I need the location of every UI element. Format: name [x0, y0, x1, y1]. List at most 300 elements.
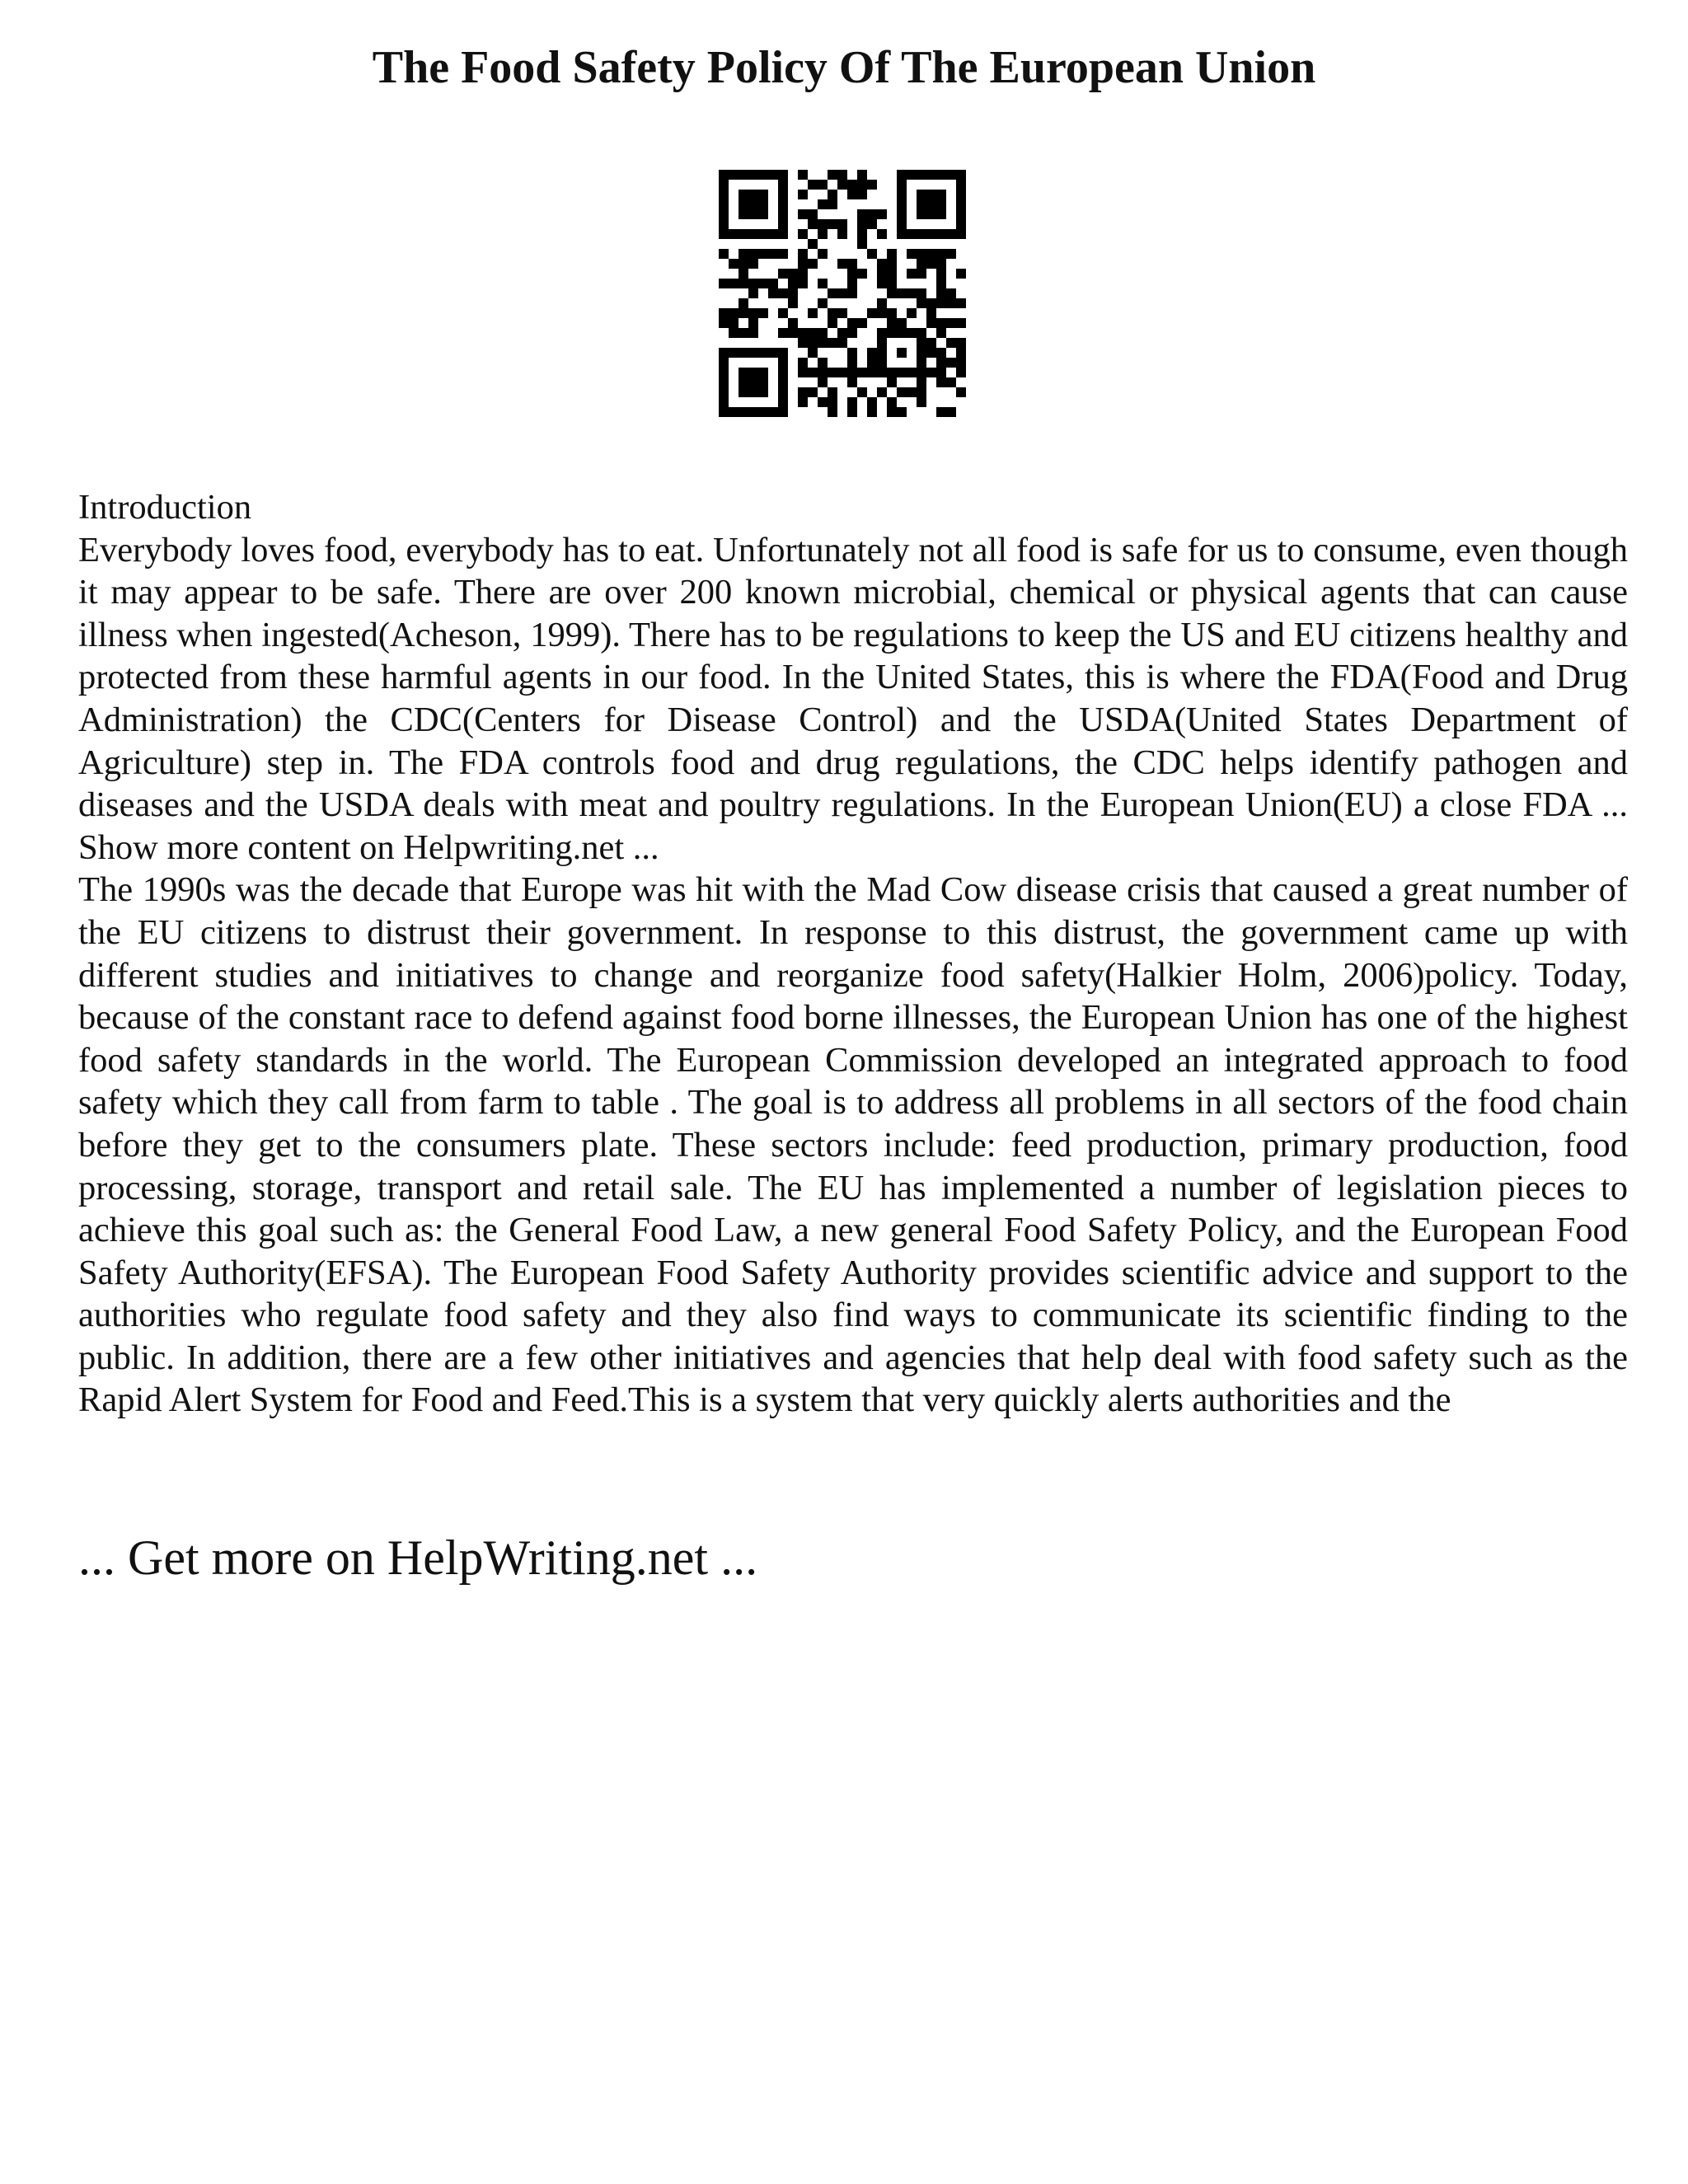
qr-module — [936, 229, 946, 239]
qr-module — [738, 269, 748, 279]
qr-module — [778, 229, 788, 239]
qr-module — [768, 348, 778, 358]
qr-module — [946, 407, 956, 417]
qr-module — [778, 180, 788, 190]
qr-module — [758, 377, 768, 387]
qr-module — [857, 219, 867, 229]
qr-module — [917, 328, 926, 338]
qr-module — [729, 328, 738, 338]
qr-module — [788, 298, 798, 308]
qr-module — [828, 368, 837, 377]
qr-module — [946, 377, 956, 387]
qr-module — [887, 308, 897, 318]
qr-module — [956, 338, 966, 348]
qr-module — [719, 368, 729, 377]
qr-module — [818, 377, 828, 387]
qr-module — [956, 298, 966, 308]
qr-module — [818, 249, 828, 259]
qr-module — [926, 298, 936, 308]
qr-module — [917, 368, 926, 377]
qr-module — [719, 397, 729, 407]
qr-module — [917, 259, 926, 269]
qr-module — [847, 180, 857, 190]
qr-module — [719, 209, 729, 219]
qr-module — [729, 407, 738, 417]
qr-module — [897, 288, 907, 298]
qr-module — [946, 318, 956, 328]
qr-module — [758, 190, 768, 199]
qr-module — [748, 328, 758, 338]
qr-module — [778, 170, 788, 180]
qr-module — [798, 279, 808, 288]
qr-module — [917, 377, 926, 387]
qr-module — [847, 358, 857, 368]
qr-module — [917, 269, 926, 279]
qr-module — [897, 170, 907, 180]
qr-module — [907, 328, 917, 338]
qr-module — [917, 387, 926, 397]
qr-module — [748, 199, 758, 209]
qr-module — [748, 229, 758, 239]
qr-module — [877, 269, 887, 279]
qr-module — [897, 180, 907, 190]
qr-module — [798, 328, 808, 338]
qr-module — [778, 308, 788, 318]
qr-module — [808, 180, 818, 190]
qr-module — [887, 269, 897, 279]
qr-module — [758, 368, 768, 377]
qr-module — [719, 190, 729, 199]
qr-module — [936, 288, 946, 298]
qr-module — [936, 328, 946, 338]
qr-module — [887, 397, 897, 407]
qr-module — [748, 348, 758, 358]
qr-module — [768, 229, 778, 239]
qr-module — [748, 209, 758, 219]
qr-module — [828, 407, 837, 417]
qr-module — [877, 348, 887, 358]
qr-module — [778, 249, 788, 259]
qr-module — [857, 180, 867, 190]
qr-module — [877, 358, 887, 368]
qr-module — [847, 279, 857, 288]
qr-module — [808, 209, 818, 219]
qr-module — [818, 298, 828, 308]
qr-module — [936, 279, 946, 288]
qr-module — [828, 170, 837, 180]
qr-module — [818, 180, 828, 190]
qr-module — [926, 199, 936, 209]
qr-module — [748, 259, 758, 269]
qr-module — [917, 397, 926, 407]
qr-module — [897, 318, 907, 328]
qr-module — [798, 269, 808, 279]
qr-module — [857, 190, 867, 199]
qr-module — [897, 219, 907, 229]
qr-module — [897, 190, 907, 199]
qr-module — [729, 318, 738, 328]
qr-module — [748, 377, 758, 387]
qr-module — [956, 190, 966, 199]
qr-module — [926, 249, 936, 259]
qr-module — [917, 249, 926, 259]
qr-module — [748, 407, 758, 417]
qr-module — [778, 269, 788, 279]
qr-module — [748, 308, 758, 318]
qr-module — [738, 387, 748, 397]
qr-module — [907, 229, 917, 239]
qr-module — [956, 229, 966, 239]
qr-module — [936, 269, 946, 279]
qr-module — [828, 199, 837, 209]
qr-module — [907, 269, 917, 279]
qr-module — [897, 328, 907, 338]
qr-module — [936, 259, 946, 269]
qr-module — [917, 288, 926, 298]
qr-module — [847, 368, 857, 377]
qr-module — [887, 368, 897, 377]
qr-module — [847, 269, 857, 279]
qr-module — [907, 308, 917, 318]
qr-module — [946, 170, 956, 180]
qr-module — [748, 249, 758, 259]
qr-module — [857, 387, 867, 397]
qr-module — [738, 279, 748, 288]
qr-module — [946, 298, 956, 308]
qr-module — [867, 180, 877, 190]
qr-module — [887, 407, 897, 417]
qr-module — [867, 368, 877, 377]
qr-module — [956, 318, 966, 328]
qr-module — [936, 190, 946, 199]
qr-module — [818, 229, 828, 239]
paragraph-mad-cow: The 1990s was the decade that Europe was hit with the Mad Cow disease crisis that caused a great number of the EU citizens to distrust their government. In response to this distrust, the government came up with different studies and initiatives to change and reorganize food safety(Halkier Holm, 2006)policy. Today, because of the constant race to defend against food borne illnesses, the European Union has one of the highest food safety standards in the world. The European Commission developed an integrated approach to food safety which they call from farm to table . The goal is to address all problems in all sectors of the food chain before they get to the consumers plate. These sectors include: feed production, primary production, food processing, storage, transport and retail sale. The EU has implemented a number of legislation pieces to achieve this goal such as: the General Food Law, a new general Food Safety Policy, and the European Food Safety Authority(EFSA). The European Food Safety Authority provides scientific advice and support to the authorities who regulate food safety and they also find ways to communicate its scientific finding to the public. In addition, there are a few other initiatives and agencies that help deal with food safety such as the Rapid Alert System for Food and Feed.This is a system that very quickly alerts authorities and the — [78, 870, 1628, 1420]
qr-module — [778, 377, 788, 387]
qr-module — [946, 338, 956, 348]
qr-module — [818, 219, 828, 229]
qr-module — [936, 209, 946, 219]
qr-module — [758, 279, 768, 288]
qr-module — [748, 279, 758, 288]
qr-module — [857, 269, 867, 279]
qr-module — [808, 328, 818, 338]
qr-module — [808, 348, 818, 358]
qr-module — [818, 279, 828, 288]
qr-module — [818, 338, 828, 348]
qr-module — [719, 308, 729, 318]
qr-module — [926, 259, 936, 269]
qr-module — [837, 229, 847, 239]
section-heading-introduction: Introduction — [78, 488, 252, 527]
qr-module — [847, 190, 857, 199]
qr-module — [818, 358, 828, 368]
qr-module — [729, 308, 738, 318]
qr-module — [719, 180, 729, 190]
qr-module — [798, 387, 808, 397]
qr-module — [917, 209, 926, 219]
qr-module — [887, 249, 897, 259]
qr-module — [847, 397, 857, 407]
qr-module — [798, 368, 808, 377]
qr-module — [877, 209, 887, 219]
qr-module — [758, 229, 768, 239]
qr-module — [778, 219, 788, 229]
qr-module — [738, 259, 748, 269]
qr-module — [748, 170, 758, 180]
qr-module — [738, 199, 748, 209]
qr-module — [768, 288, 778, 298]
qr-module — [956, 387, 966, 397]
qr-module — [738, 170, 748, 180]
qr-module — [926, 190, 936, 199]
qr-module — [837, 170, 847, 180]
qr-module — [798, 209, 808, 219]
qr-module — [719, 407, 729, 417]
qr-module — [907, 288, 917, 298]
qr-module — [877, 229, 887, 239]
qr-module — [798, 259, 808, 269]
qr-module — [778, 387, 788, 397]
paragraph-intro: Everybody loves food, everybody has to eat. Unfortunately not all food is safe for us to consume, even though it may appear to be safe. There are over 200 known microbial, chemical or physical agents that can cause illness when ingested(Acheson, 1999). There has to be regulations to keep the US and EU citizens healthy and protected from these harmful agents in our food. In the United States, this is where the FDA(Food and Drug Administration) the CDC(Centers for Disease Control) and the USDA(United States Department of Agriculture) step in. The FDA controls food and drug regulations, the CDC helps identify pathogen and diseases and the USDA deals with meat and poultry regulations. In the European Union(EU) a close FDA ... Show more content on Helpwriting.net ... — [78, 530, 1628, 867]
qr-module — [877, 298, 887, 308]
qr-module — [778, 190, 788, 199]
qr-module — [847, 328, 857, 338]
qr-module — [828, 288, 837, 298]
qr-module — [837, 259, 847, 269]
qr-module — [877, 279, 887, 288]
qr-module — [926, 338, 936, 348]
qr-module — [847, 259, 857, 269]
qr-module — [956, 180, 966, 190]
qr-module — [877, 387, 887, 397]
qr-module — [837, 368, 847, 377]
qr-module — [877, 259, 887, 269]
qr-module — [887, 259, 897, 269]
qr-module — [926, 308, 936, 318]
qr-module — [917, 199, 926, 209]
qr-module — [818, 397, 828, 407]
qr-module — [719, 229, 729, 239]
qr-module — [897, 387, 907, 397]
qr-module — [926, 170, 936, 180]
qr-module — [768, 407, 778, 417]
qr-module — [738, 298, 748, 308]
qr-module — [887, 328, 897, 338]
qr-module — [887, 279, 897, 288]
qr-module — [798, 229, 808, 239]
qr-module — [719, 249, 729, 259]
qr-module — [897, 348, 907, 358]
qr-module — [867, 397, 877, 407]
qr-module — [738, 209, 748, 219]
qr-module — [956, 199, 966, 209]
qr-module — [828, 308, 837, 318]
qr-module — [828, 338, 837, 348]
qr-module — [729, 259, 738, 269]
qr-module — [738, 229, 748, 239]
qr-module — [867, 209, 877, 219]
qr-module — [808, 219, 818, 229]
qr-module — [847, 377, 857, 387]
qr-module — [778, 199, 788, 209]
qr-module — [956, 358, 966, 368]
qr-module — [857, 318, 867, 328]
qr-module — [758, 348, 768, 358]
qr-module — [828, 219, 837, 229]
qr-module — [857, 229, 867, 239]
qr-module — [778, 397, 788, 407]
qr-module — [748, 190, 758, 199]
qr-module — [719, 279, 729, 288]
qr-module — [758, 249, 768, 259]
qr-module — [719, 358, 729, 368]
qr-module — [758, 199, 768, 209]
qr-module — [867, 348, 877, 358]
qr-module — [738, 328, 748, 338]
qr-module — [926, 318, 936, 328]
qr-module — [808, 308, 818, 318]
qr-module — [917, 229, 926, 239]
qr-module — [877, 338, 887, 348]
qr-module — [738, 348, 748, 358]
qr-module — [897, 209, 907, 219]
qr-module — [936, 368, 946, 377]
qr-module — [828, 190, 837, 199]
qr-module — [778, 358, 788, 368]
qr-module — [946, 229, 956, 239]
qr-module — [768, 279, 778, 288]
qr-module — [788, 328, 798, 338]
qr-module — [719, 170, 729, 180]
qr-module — [837, 180, 847, 190]
qr-module — [917, 170, 926, 180]
qr-module — [936, 407, 946, 417]
qr-module — [936, 249, 946, 259]
qr-module — [788, 288, 798, 298]
qr-module — [936, 199, 946, 209]
get-more-link[interactable]: ... Get more on HelpWriting.net ... — [78, 1530, 758, 1585]
qr-module — [926, 348, 936, 358]
qr-module — [738, 308, 748, 318]
qr-module — [778, 407, 788, 417]
qr-module — [907, 368, 917, 377]
qr-module — [758, 209, 768, 219]
qr-module — [917, 298, 926, 308]
qr-module — [857, 368, 867, 377]
qr-module — [778, 209, 788, 219]
qr-code-icon — [719, 170, 966, 417]
qr-module — [719, 387, 729, 397]
qr-module — [917, 190, 926, 199]
qr-module — [837, 338, 847, 348]
qr-module — [847, 348, 857, 358]
qr-module — [956, 170, 966, 180]
qr-module — [729, 279, 738, 288]
qr-module — [867, 407, 877, 417]
document-title: The Food Safety Policy Of The European Union — [372, 42, 1316, 93]
qr-module — [847, 407, 857, 417]
qr-module — [956, 219, 966, 229]
qr-module — [887, 318, 897, 328]
qr-module — [877, 368, 887, 377]
qr-module — [798, 249, 808, 259]
qr-module — [936, 298, 946, 308]
qr-module — [917, 348, 926, 358]
qr-module — [778, 368, 788, 377]
qr-module — [867, 249, 877, 259]
qr-module — [857, 209, 867, 219]
qr-module — [758, 308, 768, 318]
qr-module — [956, 368, 966, 377]
qr-module — [837, 308, 847, 318]
qr-module — [926, 368, 936, 377]
qr-module — [748, 318, 758, 328]
qr-module — [946, 288, 956, 298]
qr-module — [837, 219, 847, 229]
qr-module — [887, 377, 897, 387]
qr-module — [917, 338, 926, 348]
qr-module — [857, 239, 867, 249]
qr-module — [748, 368, 758, 377]
qr-module — [719, 219, 729, 229]
qr-module — [729, 229, 738, 239]
qr-module — [818, 328, 828, 338]
qr-module — [738, 368, 748, 377]
qr-module — [808, 259, 818, 269]
qr-module — [897, 368, 907, 377]
qr-module — [926, 209, 936, 219]
qr-module — [798, 397, 808, 407]
qr-module — [936, 318, 946, 328]
qr-module — [778, 328, 788, 338]
qr-module — [946, 249, 956, 259]
qr-module — [748, 387, 758, 397]
qr-module — [768, 249, 778, 259]
qr-module — [936, 170, 946, 180]
qr-module — [907, 170, 917, 180]
qr-module — [926, 229, 936, 239]
qr-module — [887, 288, 897, 298]
qr-module — [837, 328, 847, 338]
qr-module — [719, 348, 729, 358]
qr-module — [917, 358, 926, 368]
document-body — [78, 486, 1628, 1422]
qr-module — [738, 249, 748, 259]
qr-module — [936, 358, 946, 368]
qr-module — [798, 170, 808, 180]
qr-module — [778, 348, 788, 358]
qr-module — [828, 387, 837, 397]
qr-module — [738, 190, 748, 199]
qr-module — [956, 209, 966, 219]
qr-module — [956, 269, 966, 279]
qr-module — [758, 407, 768, 417]
qr-module — [808, 338, 818, 348]
qr-module — [719, 318, 729, 328]
qr-module — [719, 377, 729, 387]
qr-module — [798, 338, 808, 348]
qr-module — [729, 348, 738, 358]
qr-module — [857, 170, 867, 180]
qr-module — [867, 358, 877, 368]
qr-module — [897, 199, 907, 209]
qr-module — [768, 170, 778, 180]
qr-module — [798, 358, 808, 368]
qr-module — [719, 199, 729, 209]
qr-module — [818, 368, 828, 377]
qr-module — [837, 288, 847, 298]
qr-module — [956, 348, 966, 358]
